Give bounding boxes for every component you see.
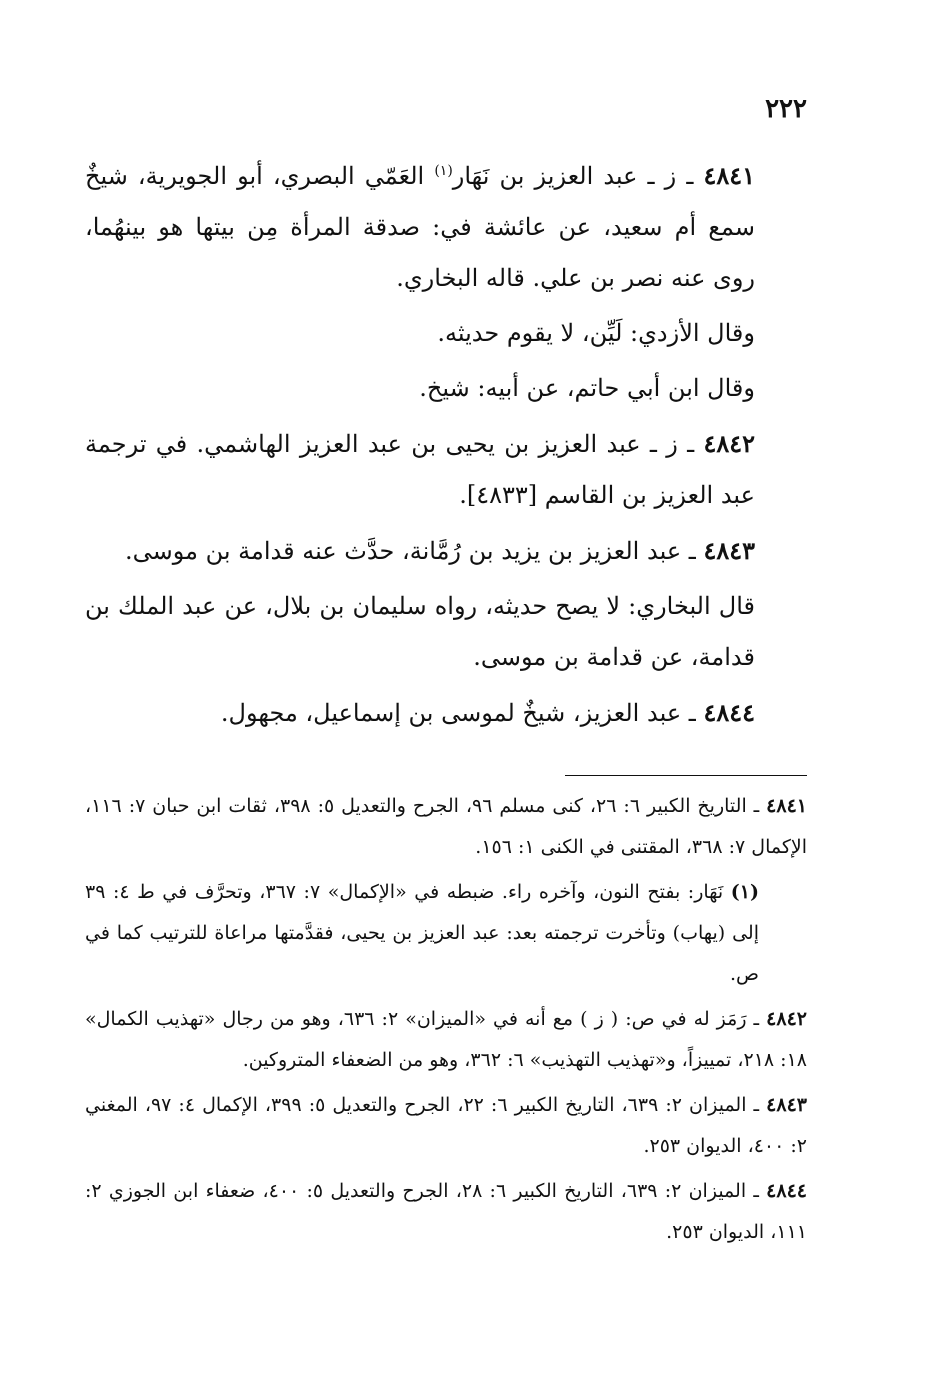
note-4842 <box>85 999 807 1081</box>
note-text: ـ الميزان ٢: ٦٣٩، التاريخ الكبير ٦: ٢٢، الجرح والتعديل ٥: ٣٩٩، الإكمال ٤: ٩٧، المغني ٢: ٤٠٠، الديوان ٢٥٣. <box>85 1094 807 1157</box>
note-number: ٤٨٤٢ <box>766 1008 807 1030</box>
entry-number: ٤٨٤٢ <box>703 429 755 458</box>
note-number: ٤٨٤١ <box>766 795 807 817</box>
note-number: ٤٨٤٤ <box>766 1180 807 1202</box>
note-text: ـ التاريخ الكبير ٦: ٢٦، كنى مسلم ٩٦، الجرح والتعديل ٥: ٣٩٨، ثقات ابن حبان ٧: ١١٦، الإكمال ٧: ٣٦٨، المقتنى في الكنى ١: ١٥٦. <box>85 795 807 858</box>
entry-number: ٤٨٤١ <box>703 161 756 190</box>
entry-4842 <box>85 418 807 521</box>
entry-4844 <box>85 687 807 739</box>
entry-text: ـ عبد العزيز، شيخٌ لموسى بن إسماعيل، مجهول. <box>220 699 704 727</box>
note-4841 <box>85 786 807 868</box>
entry-4841 <box>85 150 807 304</box>
entry-number: ٤٨٤٤ <box>703 698 755 727</box>
entry-4843-bukhari: قال البخاري: لا يصح حديثه، رواه سليمان بن بلال، عن عبد الملك بن قدامة، عن قدامة بن موسى. <box>85 592 755 671</box>
note-text: ـ الميزان ٢: ٦٣٩، التاريخ الكبير ٦: ٢٨، الجرح والتعديل ٥: ٤٠٠، ضعفاء ابن الجوزي ٢: ١١١، الديوان ٢٥٣. <box>85 1180 807 1243</box>
note-footnote-1 <box>85 872 807 995</box>
footnote-divider <box>565 775 807 776</box>
note-4843 <box>85 1085 807 1167</box>
main-text <box>85 150 807 739</box>
page-number: ٢٢٢ <box>765 94 807 124</box>
entry-4841-azdi: وقال الأزدي: لَيِّن، لا يقوم حديثه. <box>437 319 755 347</box>
entry-text: ـ عبد العزيز بن يزيد بن رُمَّانة، حدَّث عنه قدامة بن موسى. <box>124 537 704 565</box>
entry-text: ـ ز ـ عبد العزيز بن نَهَار <box>452 162 704 190</box>
note-number: ٤٨٤٣ <box>766 1094 807 1116</box>
entry-text: ـ ز ـ عبد العزيز بن يحيى بن عبد العزيز الهاشمي. في ترجمة عبد العزيز بن القاسم [٤٨٣٣]. <box>85 430 755 509</box>
footnote-marker: (١) <box>434 163 453 179</box>
entry-4841-abi-hatim: وقال ابن أبي حاتم، عن أبيه: شيخ. <box>419 374 755 402</box>
entry-number: ٤٨٤٣ <box>703 536 755 565</box>
entry-text: العَمّي البصري، أبو الجويرية، شيخٌ سمع أم سعيد، عن عائشة في: صدقة المرأة مِن بيتها هو بينهُما، روى عنه نصر بن علي. قاله البخاري. <box>85 162 755 292</box>
note-text: نَهَار: بفتح النون، وآخره راء. ضبطه في «الإكمال» ٧: ٣٦٧، وتحرَّف في ط ٤: ٣٩ إلى (يهاب) وتأخرت ترجمته بعد: عبد العزيز بن يحيى، فقدَّمتها مراعاة للترتيب كما في ص. <box>85 881 759 985</box>
note-number: (١) <box>730 881 759 903</box>
note-4844 <box>85 1171 807 1253</box>
entry-4843 <box>85 525 807 577</box>
footnotes <box>85 786 807 1257</box>
note-text: ـ رَمَز له في ص: ( ز ) مع أنه في «الميزان» ٢: ٦٣٦، وهو من رجال «تهذيب الكمال» ١٨: ٢١٨، تمييزاً، و«تهذيب التهذيب» ٦: ٣٦٢، وهو من الضعفاء المتروكين. <box>85 1008 807 1071</box>
